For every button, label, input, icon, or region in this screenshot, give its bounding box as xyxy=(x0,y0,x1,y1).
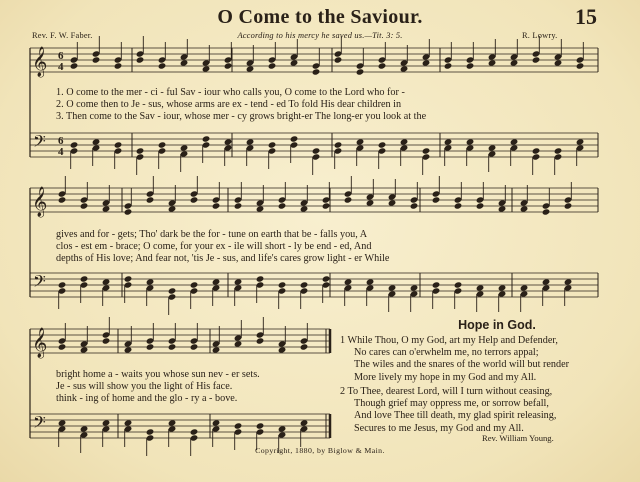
note-head xyxy=(70,141,79,148)
note-head xyxy=(410,202,419,209)
page-number: 15 xyxy=(575,4,597,29)
note-head xyxy=(58,343,67,350)
composer-credit: R. Lowry. xyxy=(522,31,558,40)
system3-verse3: think - ing of home and the glo - ry a - bove. xyxy=(56,393,238,404)
note-head xyxy=(80,202,89,209)
note-head xyxy=(180,59,189,66)
note-head xyxy=(136,147,145,154)
note-head xyxy=(246,65,255,72)
note-head xyxy=(520,205,529,212)
system2-verse1: gives and for - gets; Tho' dark be the for - tune on earth that be - falls you, A xyxy=(56,229,368,240)
note-head xyxy=(532,56,541,63)
note-head xyxy=(190,428,199,435)
note-head xyxy=(520,284,529,291)
note-head xyxy=(476,284,485,291)
note-head xyxy=(80,275,89,282)
time-signature: 6 xyxy=(58,50,64,62)
note-head xyxy=(542,278,551,285)
system1-verse3: 3. Then come to the Sav - iour, whose mer - cy grows bright-er The long-er you look at the xyxy=(56,111,427,122)
note-head xyxy=(356,68,365,75)
note-head xyxy=(124,419,133,426)
note-head xyxy=(256,422,265,429)
note-head xyxy=(202,135,211,142)
note-head xyxy=(554,59,563,66)
note-head xyxy=(168,205,177,212)
note-head xyxy=(92,56,101,63)
note-head xyxy=(290,59,299,66)
note-head xyxy=(102,278,111,285)
note-head xyxy=(300,419,309,426)
note-head xyxy=(158,62,167,69)
system3-verse2: Je - sus will show you the light of His face. xyxy=(56,381,233,392)
note-head xyxy=(378,141,387,148)
treble-clef-icon: 𝄞 xyxy=(32,47,48,77)
system1-verse2: 2. O come then to Je - sus, whose arms are ex - tend - ed To fold His dear children in xyxy=(56,99,402,110)
note-head xyxy=(180,144,189,151)
note-head xyxy=(510,138,519,145)
note-head xyxy=(278,281,287,288)
note-head xyxy=(498,284,507,291)
note-head xyxy=(256,275,265,282)
note-head xyxy=(234,340,243,347)
note-head xyxy=(58,281,67,288)
note-head xyxy=(466,62,475,69)
note-head xyxy=(300,343,309,350)
note-head xyxy=(80,425,89,432)
note-head xyxy=(234,202,243,209)
note-head xyxy=(366,278,375,285)
note-head xyxy=(334,141,343,148)
note-head xyxy=(146,428,155,435)
note-head xyxy=(432,196,441,203)
note-head xyxy=(334,56,343,63)
note-head xyxy=(388,284,397,291)
note-head xyxy=(224,62,233,69)
note-head xyxy=(312,147,321,154)
note-head xyxy=(168,287,177,294)
note-head xyxy=(576,62,585,69)
note-head xyxy=(510,59,519,66)
note-head xyxy=(344,278,353,285)
note-head xyxy=(246,138,255,145)
note-head xyxy=(102,419,111,426)
note-head xyxy=(124,275,133,282)
note-head xyxy=(190,343,199,350)
note-head xyxy=(444,62,453,69)
copyright-notice: Copyright, 1880, by Biglow & Main. xyxy=(255,446,385,455)
note-head xyxy=(278,425,287,432)
note-head xyxy=(202,65,211,72)
note-head xyxy=(400,138,409,145)
note-head xyxy=(58,419,67,426)
note-head xyxy=(454,281,463,288)
note-head xyxy=(488,59,497,66)
note-head xyxy=(268,62,277,69)
system1-verse1: 1. O come to the mer - ci - ful Sav - iour who calls you, O come to the Lord who for - xyxy=(56,87,405,98)
stanza1-line1: 1 While Thou, O my God, art my Help and Defender, xyxy=(340,335,558,346)
note-head xyxy=(158,141,167,148)
note-head xyxy=(234,422,243,429)
note-head xyxy=(422,59,431,66)
note-head xyxy=(136,56,145,63)
note-head xyxy=(564,202,573,209)
note-head xyxy=(168,419,177,426)
note-head xyxy=(542,208,551,215)
note-head xyxy=(256,337,265,344)
note-head xyxy=(322,202,331,209)
stanza1-line2: No cares can o'erwhelm me, no terrors appal; xyxy=(354,347,539,359)
note-head xyxy=(102,205,111,212)
note-head xyxy=(366,199,375,206)
note-head xyxy=(102,337,111,344)
stanza2-line2: Though grief may oppress me, or sorrow befall, xyxy=(354,398,549,410)
note-head xyxy=(278,202,287,209)
stanza1-line4: More lively my hope in my God and my All. xyxy=(354,371,537,383)
note-head xyxy=(466,138,475,145)
note-head xyxy=(190,196,199,203)
system2-verse2: clos - est em - brace; O come, for your ex - ile will short - ly be end - ed, And xyxy=(56,241,372,252)
bass-clef-icon: 𝄢 xyxy=(33,412,46,436)
note-head xyxy=(476,202,485,209)
note-head xyxy=(58,196,67,203)
note-head xyxy=(268,141,277,148)
stanza2-line4: Secures to me Jesus, my God and my All. xyxy=(354,422,524,434)
note-head xyxy=(356,138,365,145)
note-head xyxy=(224,138,233,145)
note-head xyxy=(300,205,309,212)
note-head xyxy=(378,62,387,69)
note-head xyxy=(488,144,497,151)
note-head xyxy=(300,281,309,288)
hymn2-stanza2 xyxy=(340,386,610,435)
note-head xyxy=(410,284,419,291)
note-head xyxy=(290,135,299,142)
note-head xyxy=(400,65,409,72)
note-head xyxy=(146,196,155,203)
note-head xyxy=(432,281,441,288)
note-head xyxy=(212,202,221,209)
note-head xyxy=(554,147,563,154)
note-head xyxy=(278,346,287,353)
note-head xyxy=(454,202,463,209)
note-head xyxy=(92,138,101,145)
system3-verse1: bright home a - waits you whose sun nev - er sets. xyxy=(56,369,260,380)
note-head xyxy=(168,343,177,350)
stanza2-line3: And love Thee till death, my glad spirit releasing, xyxy=(354,410,557,422)
note-head xyxy=(576,138,585,145)
note-head xyxy=(124,346,133,353)
treble-clef-icon: 𝄞 xyxy=(32,328,48,358)
hymn2-stanza1 xyxy=(340,335,610,384)
note-head xyxy=(70,62,79,69)
note-head xyxy=(212,419,221,426)
note-head xyxy=(322,275,331,282)
note-head xyxy=(388,199,397,206)
note-head xyxy=(212,278,221,285)
note-head xyxy=(212,346,221,353)
second-hymn-author: Rev. William Young. xyxy=(482,433,554,443)
bass-clef-icon: 𝄢 xyxy=(33,271,46,295)
note-head xyxy=(344,196,353,203)
stanza2-line1: 2 To Thee, dearest Lord, will I turn without ceasing, xyxy=(340,386,553,397)
time-signature: 4 xyxy=(58,61,64,73)
note-head xyxy=(256,205,265,212)
time-signature: 6 xyxy=(58,135,64,147)
scripture-reference: According to his mercy he saved us.—Tit. 3: 5. xyxy=(237,31,403,40)
note-head xyxy=(532,147,541,154)
note-head xyxy=(498,205,507,212)
lyricist-credit: Rev. F. W. Faber. xyxy=(32,31,93,40)
treble-clef-icon: 𝄞 xyxy=(32,187,48,217)
note-head xyxy=(422,147,431,154)
note-head xyxy=(114,62,123,69)
note-head xyxy=(312,68,321,75)
stanza1-line3: The wiles and the snares of the world will but render xyxy=(354,359,570,371)
time-signature: 4 xyxy=(58,146,64,158)
note-head xyxy=(80,346,89,353)
note-head xyxy=(234,278,243,285)
note-head xyxy=(114,141,123,148)
hymn-title: O Come to the Saviour. xyxy=(217,6,423,28)
note-head xyxy=(124,208,133,215)
bass-clef-icon: 𝄢 xyxy=(33,131,46,155)
note-head xyxy=(146,343,155,350)
note-head xyxy=(190,281,199,288)
note-head xyxy=(146,278,155,285)
note-head xyxy=(444,138,453,145)
second-hymn-title: Hope in God. xyxy=(458,318,536,332)
note-head xyxy=(564,278,573,285)
system2-verse3: depths of His love; And fear not, 'tis Je - sus, and life's cares grow light - er While xyxy=(56,253,390,264)
